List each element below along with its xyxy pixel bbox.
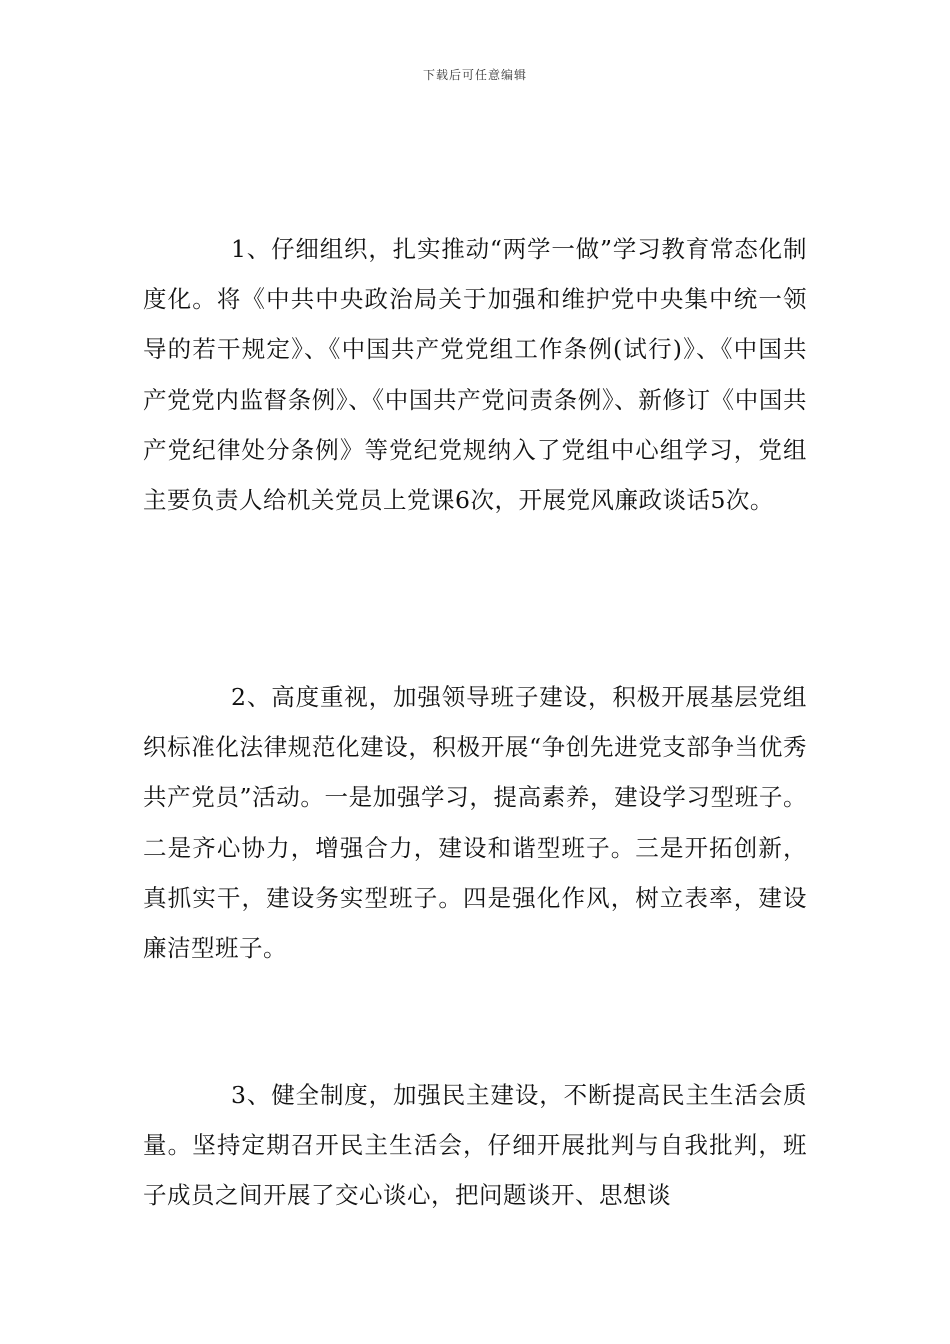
paragraph-2: 2、高度重视，加强领导班子建设，积极开展基层党组织标准化法律规范化建设，积极开展“争创先进党支部争当优秀共产党员”活动。一是加强学习，提高素养，建设学习型班子。二是齐心协力，增强合力，建设和谐型班子。三是开拓创新，真抓实干，建设务实型班子。四是强化作风，树立表率，建设廉洁型班子。: [143, 683, 807, 963]
paragraph-3: 3、健全制度，加强民主建设，不断提高民主生活会质量。坚持定期召开民主生活会，仔细开展批判与自我批判，班子成员之间开展了交心谈心，把问题谈开、思想谈: [143, 1081, 807, 1210]
header-note: 下载后可任意编辑: [422, 68, 527, 82]
paragraph-1: 1、仔细组织，扎实推动“两学一做”学习教育常态化制度化。将《中共中央政治局关于加强和维护党中央集中统一领导的若干规定》、《中国共产党党组工作条例(试行)》、《中国共产党党内监督条例》、《中国共产党问责条例》、新修订《中国共产党纪律处分条例》等党纪党规纳入了党组中心组学习，党组主要负责人给机关党员上党课6次，开展党风廉政谈话5次。: [143, 235, 807, 515]
